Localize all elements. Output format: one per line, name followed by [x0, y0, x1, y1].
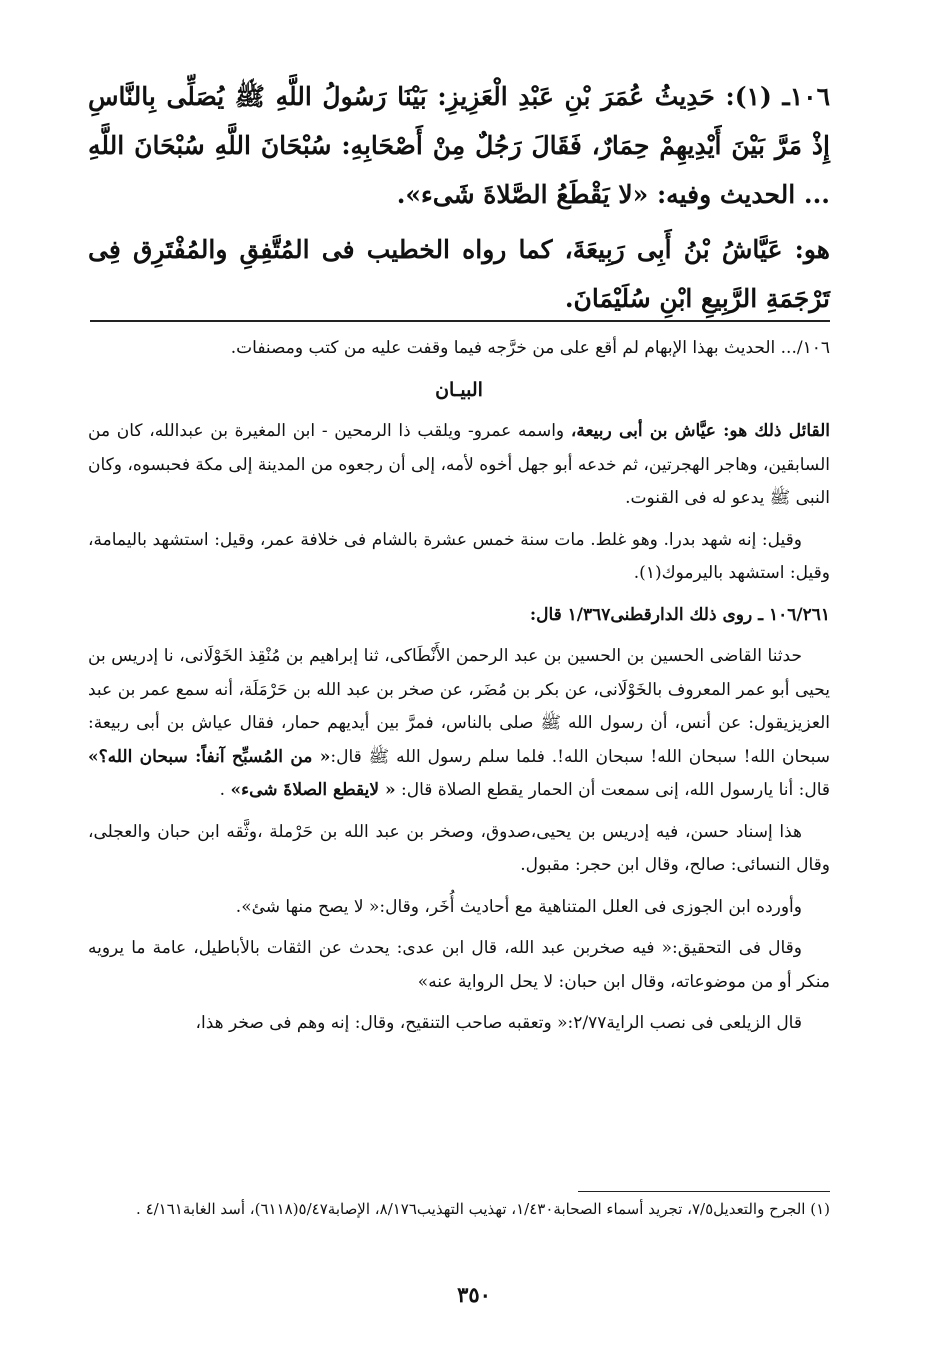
commentary-paragraph-grading: هذا إسناد حسن، فيه إدريس بن يحيى،صدوق، وصخر بن عبد الله بن حَرْملة ،وثَّقه ابن حبان والعجلى، وقال النسائى: صالح، وقال ابن حجر: مقبول. [88, 821, 830, 875]
commentary-paragraph-narrator [88, 415, 830, 516]
hadith-answer: هو: عَيَّاشُ بْنُ أَبِى رَبِيعَةَ، كما رواه الخطيب فى المُتَّفِقِ والمُفْتَرِق فِى تَرْجَمَةِ الرَّبِيعِ ابْنِ سُلَيْمَانَ. [88, 235, 830, 313]
hadith-main: ١٠٦ـ (١): حَدِيثُ عُمَرَ بْنِ عَبْدِ الْعَزِيزِ: بَيْنَا رَسُولُ اللَّهِ ﷺ يُصَلِّى بِالنَّاسِ إِذْ مَرَّ بَيْنَ أَيْدِيهِمْ حِمَارٌ، فَقَالَ رَجُلٌ مِنْ أَصْحَابِهِ: سُبْحَانَ اللَّهِ سُبْحَانَ اللَّهِ ... الحديث وفيه: «لا يَقْطَعُ الصَّلاةَ شَىء». [88, 82, 831, 209]
narrator-text: واسمه عمرو- ويلقب ذا الرمحين - ابن المغيرة بن عبدالله، كان من السابقين، وهاجر الهجرتين، ثم خدعه أبو جهل أخوه لأمه، إلى أن رجعوه من المدينة إلى مكة فحبسوه، وكان النبى ﷺ يدعو له فى القنوت. [88, 421, 830, 508]
isnad-quote-1: « من المُسبِّح آنفاً: سبحان الله؟» [88, 746, 331, 767]
commentary-paragraph-death: وقيل: إنه شهد بدرا. وهو غلط. مات سنة خمس عشرة بالشام فى خلافة عمر، وقيل: استشهد باليمامة، وقيل: استشهد باليرموك(١). [88, 529, 830, 583]
page-number: ٣٥٠ [457, 1282, 491, 1307]
section-divider [90, 320, 830, 322]
commentary-paragraph-zaylai: قال الزيلعى فى نصب الراية٢/٧٧:« وتعقبه صاحب التنقيح، وقال: إنه وهم فى صخر هذا، [195, 1013, 802, 1033]
footnote-1: (١) الجرح والتعديل٧/٥، تجريد أسماء الصحابة١/٤٣٠، تهذيب التهذيب٨/١٧٦، الإصابة٥/٤٧(٦١١٨)، أسد الغابة٤/١٦١ . [136, 1200, 830, 1218]
footnote-block [88, 1196, 830, 1223]
commentary-paragraph-source: ١٠٦/٢٦١ ـ روى ذلك الدارقطنى١/٣٦٧ قال: [529, 604, 830, 625]
commentary-block [88, 332, 830, 1041]
isnad-quote-2: « لايقطع الصلاةَ شىء» [230, 780, 396, 800]
commentary-intro: ١٠٦/... الحديث بهذا الإبهام لم أقع على من خرَّجه فيما وقفت عليه من كتب ومصنفات. [230, 338, 830, 358]
footnote-divider [578, 1191, 830, 1192]
isnad-text-a: حدثنا القاضى الحسين بن الحسين بن عبد الرحمن الأَنْطَاكى، ثنا إبراهيم بن مُنْقِذ الخَوْلَانى، نا إدريس بن يحيى أبو عمر المعروف بالخَوْلَانى، عن بكر بن مُضَر، عن صخر بن عبد الله بن حَرْمَلَة، أنه سمع عمر بن عبد العزيزيقول: عن أنس، أن رسول الله ﷺ صلى بالناس، فمرَّ بين أيديهم حمار، فقال عياش بن أبى ربيعة: سبحان الله! سبحان الله! سبحان الله!. فلما سلم رسول الله ﷺ قال: [88, 646, 830, 767]
hadith-text-block [88, 72, 830, 323]
isnad-text-b: قال: أنا يارسول الله، إنى سمعت أن الحمار يقطع الصلاة قال: [395, 780, 830, 800]
section-heading: البيـان [435, 378, 483, 401]
narrator-lead: القائل ذلك هو: عيَّاش بن أبى ربيعة، [570, 421, 831, 441]
commentary-paragraph-isnad [88, 640, 830, 808]
commentary-paragraph-tahqiq: وقال فى التحقيق:« فيه صخربن عبد الله، قال ابن عدى: يحدث عن الثقات بالأباطيل، عامة ما يرويه منكر أو من موضوعاته، وقال ابن حبان: لا يحل الرواية عنه» [88, 938, 830, 992]
isnad-text-c: . [219, 780, 231, 800]
commentary-paragraph-ibn-jawzi: وأورده ابن الجوزى فى العلل المتناهية مع أحاديث أُخَر، وقال:« لا يصح منها شئ». [235, 896, 802, 917]
